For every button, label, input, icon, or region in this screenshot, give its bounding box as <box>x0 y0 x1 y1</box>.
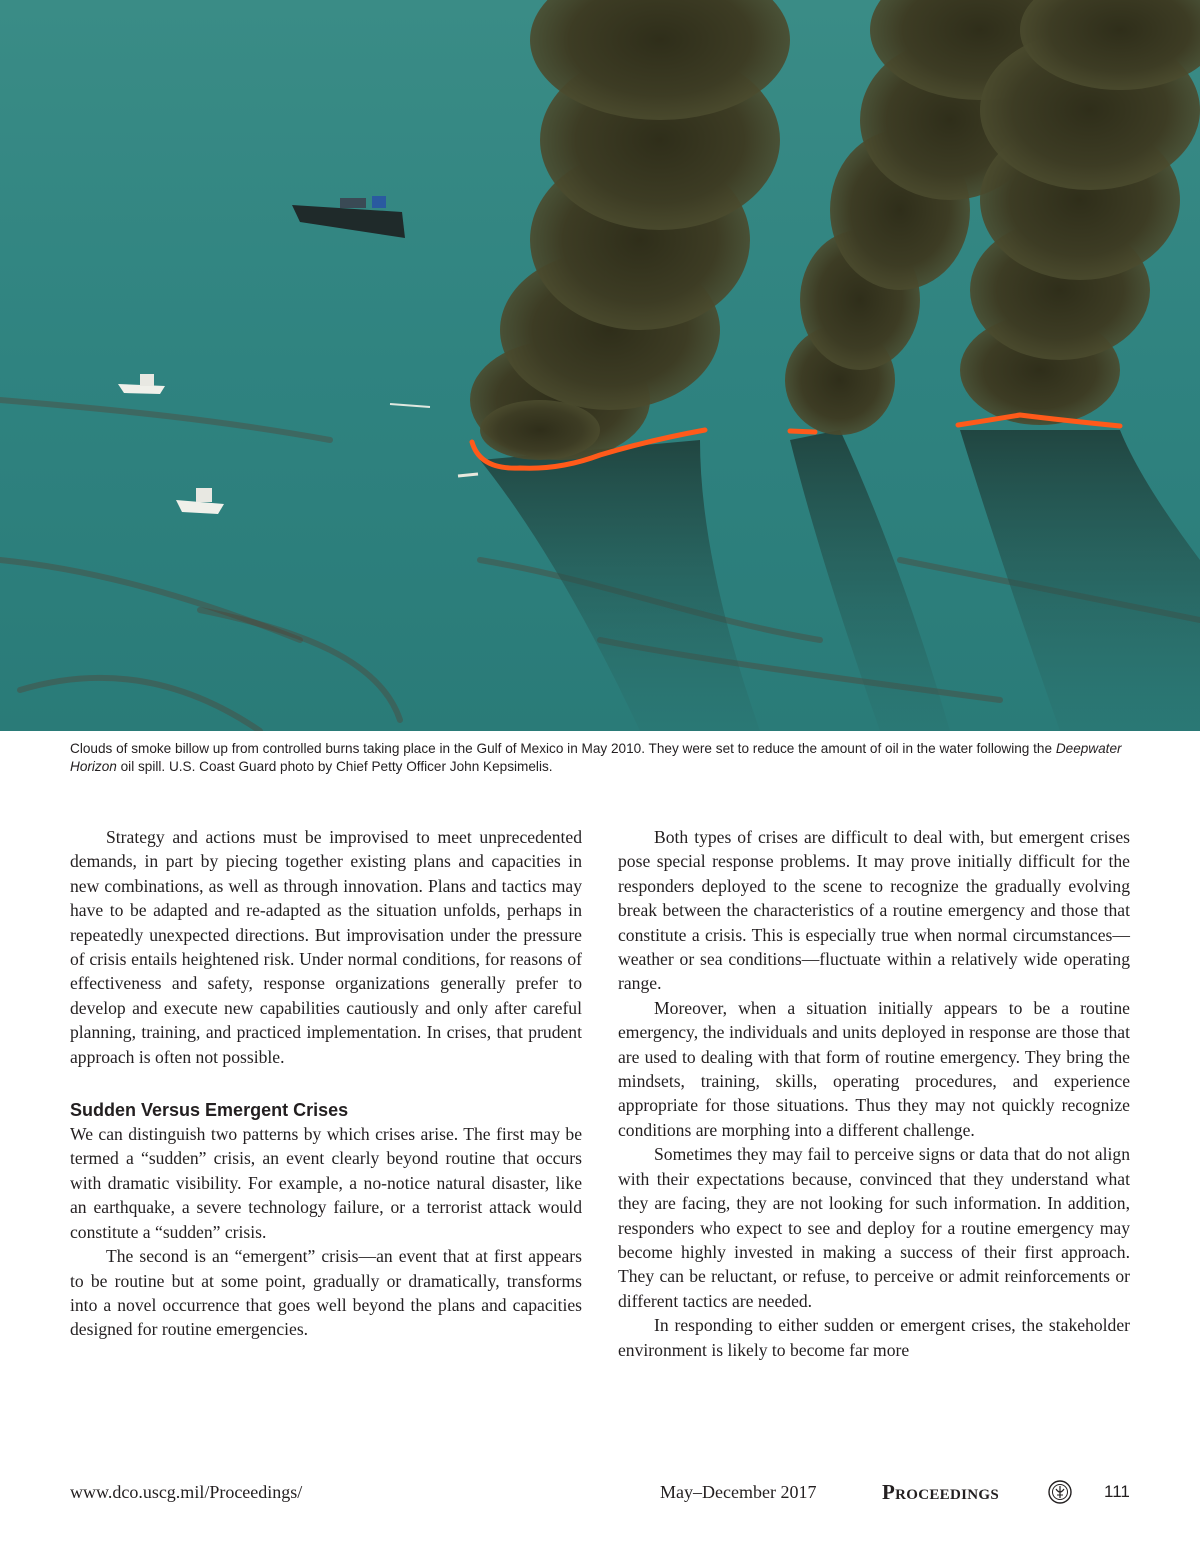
paragraph: We can distinguish two patterns by which crises arise. The first may be termed a “sudden” crisis, an event clearly beyond routine that occurs with dramatic visibility. For example, a no-notice natural disaster, like an earthquake, a severe technology failure, or a terrorist attack would constitute a “sudden” crisis. <box>70 1124 582 1242</box>
paragraph: In responding to either sudden or emergent crises, the stakeholder environment is likely to become far more <box>618 1315 1130 1360</box>
section-heading: Sudden Versus Emergent Crises <box>70 1100 349 1121</box>
coast-guard-seal-icon <box>1048 1480 1072 1504</box>
issue-date: May–December 2017 <box>660 1482 817 1502</box>
paragraph: Sometimes they may fail to perceive signs or data that do not align with their expectations because, convinced that they understand what they are facing, they are not looking for such information. In addition, responders who expect to see and deploy for a routine emergency may become highly invested in making a success of their first approach. They can be reluctant, or refuse, to perceive or admit reinforcements or different tactics are needed. <box>618 1144 1130 1311</box>
caption-credit: oil spill. U.S. Coast Guard photo by Chief Petty Officer John Kepsimelis. <box>116 759 553 774</box>
paragraph: Strategy and actions must be improvised to meet unprecedented demands, in part by piecing together existing plans and capacities in new combinations, as well as through innovation. Plans and tactics may have to be adapted and re-adapted as the situation unfolds, perhaps in repeatedly unexpected directions. But improvisation under the pressure of crisis entails heightened risk. Under normal conditions, for reasons of effectiveness and safety, response organizations generally prefer to develop and execute new capabilities cautiously and only after careful planning, training, and practiced implementation. In crises, that prudent approach is often not possible. <box>70 827 582 1067</box>
journal-name: Proceedings <box>882 1480 999 1504</box>
left-column <box>70 825 582 1342</box>
paragraph: The second is an “emergent” crisis—an event that at first appears to be routine but at some point, gradually or dramatically, transforms into a novel occurrence that goes well beyond the plans and capacities designed for routine emergencies. <box>70 1246 582 1340</box>
page-number: 111 <box>1104 1482 1130 1501</box>
right-column <box>618 825 1130 1362</box>
caption-ship-name: Deepwater Horizon <box>70 741 1122 774</box>
oil-fire-photo <box>0 0 1200 731</box>
caption-text: Clouds of smoke billow up from controlled burns taking place in the Gulf of Mexico in May 2010. They were set to reduce the amount of oil in the water following the <box>70 741 1056 756</box>
website-url: www.dco.uscg.mil/Proceedings/ <box>70 1482 303 1502</box>
paragraph: Moreover, when a situation initially appears to be a routine emergency, the individuals and units deployed in response are those that are used to dealing with that form of routine emergency. They bring the mindsets, training, skills, operating procedures, and experience appropriate for those situations. Thus they may not quickly recognize conditions are morphing into a different challenge. <box>618 997 1130 1140</box>
photo-caption <box>70 740 1132 776</box>
page-footer <box>70 1482 1130 1510</box>
paragraph: Both types of crises are difficult to deal with, but emergent crises pose special response problems. It may prove initially difficult for the responders deployed to the scene to recognize the gradually evolving break between the characteristics of a routine emergency and those that constitute a crisis. This is especially true when normal circumstances—weather or sea conditions—fluctuate within a relatively wide operating range. <box>618 827 1130 994</box>
